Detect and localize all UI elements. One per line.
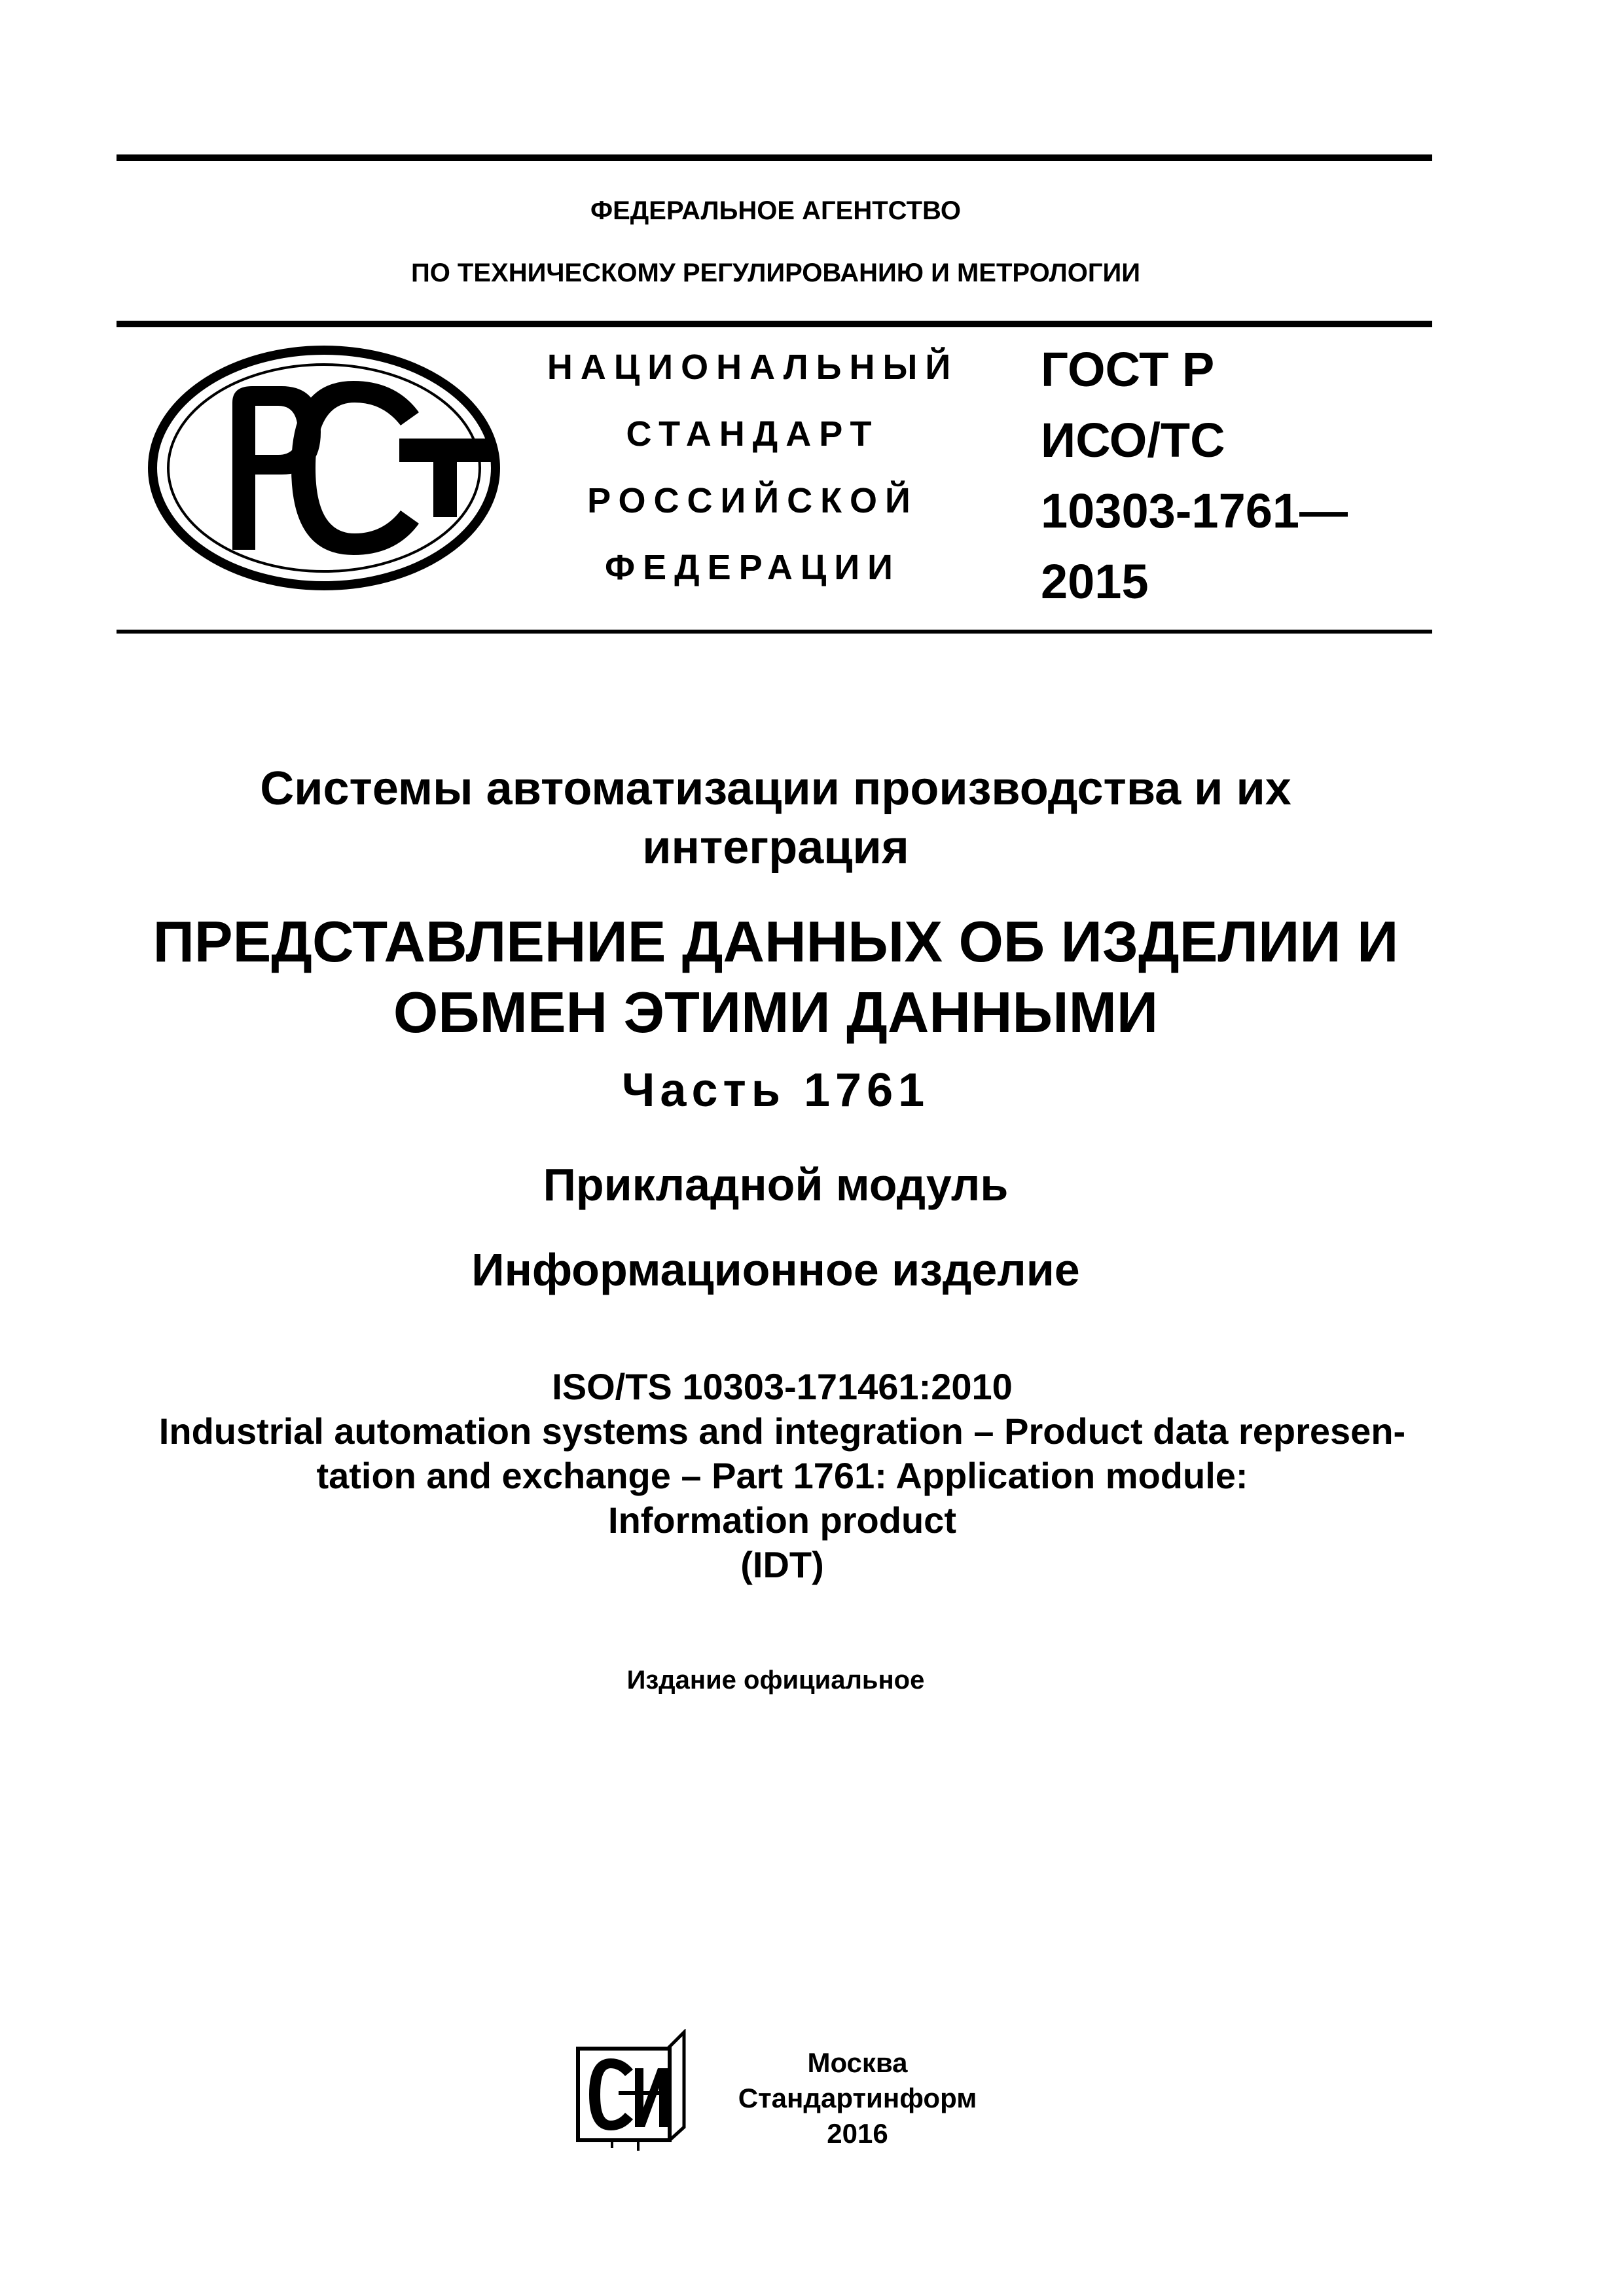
standard-type-line-1: НАЦИОНАЛЬНЫЙ: [547, 348, 959, 387]
gost-number-line-3: 10303-1761—: [1041, 484, 1348, 538]
publisher-name: Стандартинформ: [738, 2083, 977, 2113]
top-rule: [117, 154, 1432, 161]
header-bottom-rule: [117, 630, 1432, 634]
iso-reference: [111, 1365, 1453, 1587]
title-main-line-1: ПРЕДСТАВЛЕНИЕ ДАННЫХ ОБ ИЗДЕЛИИ И: [153, 909, 1399, 974]
title-main-line-2: ОБМЕН ЭТИМИ ДАННЫМИ: [393, 980, 1159, 1045]
rst-logo-svg: [144, 340, 504, 596]
iso-reference-line-4: Information product: [608, 1499, 956, 1541]
iso-reference-line-2: Industrial automation systems and integration – Product data represen-: [158, 1410, 1406, 1452]
publisher-block: [713, 2045, 1001, 2151]
standartinform-logo: [573, 2029, 691, 2153]
title-general-line-2: интеграция: [642, 821, 909, 874]
iso-reference-line-1: ISO/TS 10303-171461:2010: [552, 1366, 1013, 1407]
iso-reference-line-3: tation and exchange – Part 1761: Application module:: [316, 1455, 1248, 1496]
title-general-line-1: Системы автоматизации производства и их: [260, 762, 1291, 815]
standard-type-line-4: ФЕДЕРАЦИИ: [605, 548, 901, 587]
title-main: [0, 906, 1551, 1048]
gost-number-line-1: ГОСТ Р: [1041, 342, 1215, 397]
publisher-city: Москва: [807, 2047, 908, 2078]
agency-rule: [117, 321, 1432, 327]
standartinform-logo-svg: [573, 2029, 691, 2153]
agency-line-1: ФЕДЕРАЛЬНОЕ АГЕНТСТВО: [590, 196, 962, 225]
gost-number-line-4: 2015: [1041, 554, 1149, 609]
part-number: Часть 1761: [621, 1064, 930, 1117]
iso-reference-line-5: (IDT): [740, 1544, 824, 1585]
module-name: Информационное изделие: [471, 1244, 1080, 1295]
gost-number-line-2: ИСО/ТС: [1041, 413, 1225, 467]
title-general: [0, 759, 1551, 877]
publisher-year: 2016: [827, 2118, 888, 2149]
standard-type-line-3: РОССИЙСКОЙ: [587, 481, 918, 520]
module-label: Прикладной модуль: [543, 1159, 1009, 1210]
edition-label: Издание официальное: [626, 1666, 925, 1695]
rst-logo: [144, 340, 504, 596]
agency-line-2: ПО ТЕХНИЧЕСКОМУ РЕГУЛИРОВАНИЮ И МЕТРОЛОГИИ: [410, 259, 1141, 287]
standard-type-line-2: СТАНДАРТ: [626, 414, 880, 454]
